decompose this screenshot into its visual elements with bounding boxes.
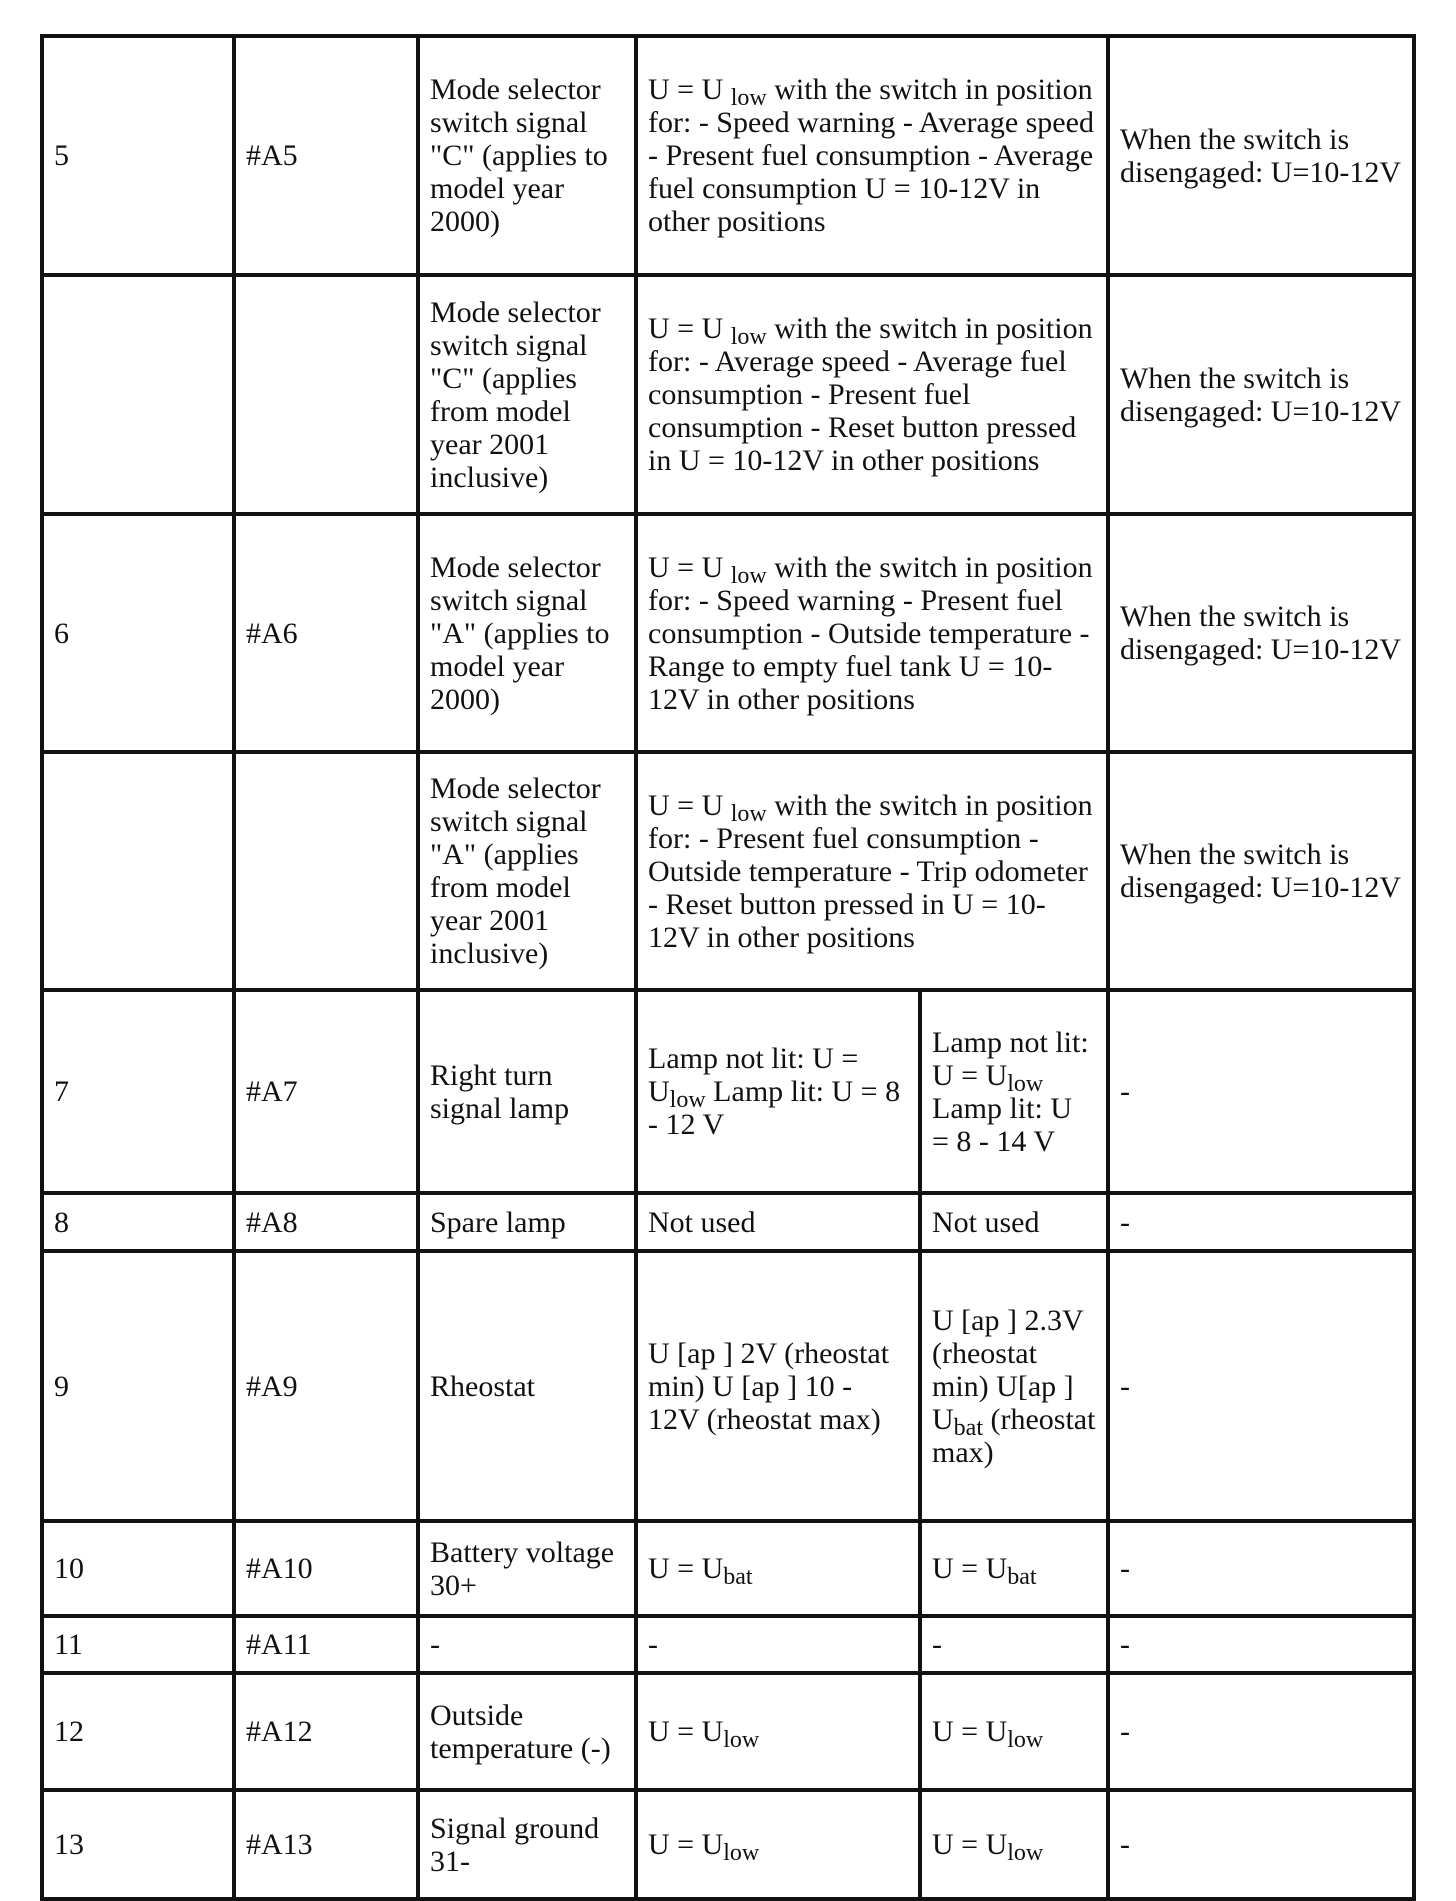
connector-code — [234, 752, 418, 990]
function-cell: Outside temperature (-) — [418, 1673, 636, 1790]
pin-number: 11 — [42, 1616, 234, 1673]
voltage-cell-b: $U = U_{low}$ — [920, 1790, 1108, 1899]
voltage-cell-a: - — [636, 1616, 920, 1673]
voltage-cell: U = U $_{low}$ with the switch in position for: - Present fuel consumption - Outside temperature - Trip odometer - Reset button pressed in U = 10-12V in other positions — [636, 752, 1108, 990]
pin-number: 8 — [42, 1193, 234, 1251]
function-cell: - — [418, 1616, 636, 1673]
remark-cell: - — [1108, 1521, 1414, 1616]
voltage-cell-a: Not used — [636, 1193, 920, 1251]
voltage-cell-b: Lamp not lit: $U = U_{low}$ Lamp lit: U = 8 - 14 V — [920, 990, 1108, 1193]
pin-number: 6 — [42, 514, 234, 752]
connector-code — [234, 275, 418, 514]
connector-code: #A10 — [234, 1521, 418, 1616]
voltage-cell-b: - — [920, 1616, 1108, 1673]
connector-code: #A7 — [234, 990, 418, 1193]
connector-code: #A8 — [234, 1193, 418, 1251]
voltage-cell-a: Lamp not lit: $U = U_{low}$ Lamp lit: U = 8 - 12 V — [636, 990, 920, 1193]
function-cell: Mode selector switch signal "A" (applies to model year 2000) — [418, 514, 636, 752]
table-row — [42, 514, 1414, 752]
table-row — [42, 1521, 1414, 1616]
pin-number: 10 — [42, 1521, 234, 1616]
connector-code: #A13 — [234, 1790, 418, 1899]
pin-number — [42, 275, 234, 514]
connector-code: #A5 — [234, 36, 418, 275]
voltage-cell-b: $U = U_{low}$ — [920, 1673, 1108, 1790]
remark-cell: - — [1108, 1251, 1414, 1521]
table-row — [42, 1193, 1414, 1251]
remark-cell: When the switch is disengaged: U=10-12V — [1108, 514, 1414, 752]
table-row — [42, 1251, 1414, 1521]
pin-assignment-table — [40, 34, 1416, 1901]
remark-cell: When the switch is disengaged: U=10-12V — [1108, 36, 1414, 275]
pin-number — [42, 752, 234, 990]
remark-cell: When the switch is disengaged: U=10-12V — [1108, 275, 1414, 514]
function-cell: Mode selector switch signal "C" (applies to model year 2000) — [418, 36, 636, 275]
remark-cell: - — [1108, 1616, 1414, 1673]
remark-cell: - — [1108, 1790, 1414, 1899]
voltage-cell-b: Not used — [920, 1193, 1108, 1251]
table-row — [42, 36, 1414, 275]
table-row — [42, 990, 1414, 1193]
pin-number: 7 — [42, 990, 234, 1193]
function-cell: Spare lamp — [418, 1193, 636, 1251]
connector-code: #A11 — [234, 1616, 418, 1673]
connector-code: #A9 — [234, 1251, 418, 1521]
connector-code: #A12 — [234, 1673, 418, 1790]
voltage-cell: U = U $_{low}$ with the switch in position for: - Speed warning - Present fuel consumption - Outside temperature - Range to empty fuel tank U = 10-12V in other positions — [636, 514, 1108, 752]
voltage-cell-a: $U = U_{low}$ — [636, 1673, 920, 1790]
function-cell: Mode selector switch signal "C" (applies from model year 2001 inclusive) — [418, 275, 636, 514]
table-row — [42, 275, 1414, 514]
remark-cell: When the switch is disengaged: U=10-12V — [1108, 752, 1414, 990]
table-row — [42, 1673, 1414, 1790]
voltage-cell-b: $U = U_{bat}$ — [920, 1521, 1108, 1616]
pin-number: 5 — [42, 36, 234, 275]
function-cell: Battery voltage 30+ — [418, 1521, 636, 1616]
voltage-cell: U = U $_{low}$ with the switch in position for: - Speed warning - Average speed - Present fuel consumption - Average fuel consumption U = 10-12V in other positions — [636, 36, 1108, 275]
remark-cell: - — [1108, 990, 1414, 1193]
voltage-cell-b: U [ap ] 2.3V (rheostat min) U[ap ] $U_{bat}$ (rheostat max) — [920, 1251, 1108, 1521]
function-cell: Rheostat — [418, 1251, 636, 1521]
voltage-cell-a: $U = U_{bat}$ — [636, 1521, 920, 1616]
function-cell: Signal ground 31- — [418, 1790, 636, 1899]
pin-number: 9 — [42, 1251, 234, 1521]
voltage-cell-a: $U = U_{low}$ — [636, 1790, 920, 1899]
connector-code: #A6 — [234, 514, 418, 752]
pin-number: 13 — [42, 1790, 234, 1899]
function-cell: Mode selector switch signal "A" (applies from model year 2001 inclusive) — [418, 752, 636, 990]
remark-cell: - — [1108, 1193, 1414, 1251]
function-cell: Right turn signal lamp — [418, 990, 636, 1193]
voltage-cell: U = U $_{low}$ with the switch in position for: - Average speed - Average fuel consumption - Present fuel consumption - Reset button pressed in U = 10-12V in other positions — [636, 275, 1108, 514]
table-row — [42, 1616, 1414, 1673]
pin-number: 12 — [42, 1673, 234, 1790]
table-row — [42, 1790, 1414, 1899]
table-row — [42, 752, 1414, 990]
remark-cell: - — [1108, 1673, 1414, 1790]
voltage-cell-a: U [ap ] 2V (rheostat min) U [ap ] 10 - 12V (rheostat max) — [636, 1251, 920, 1521]
